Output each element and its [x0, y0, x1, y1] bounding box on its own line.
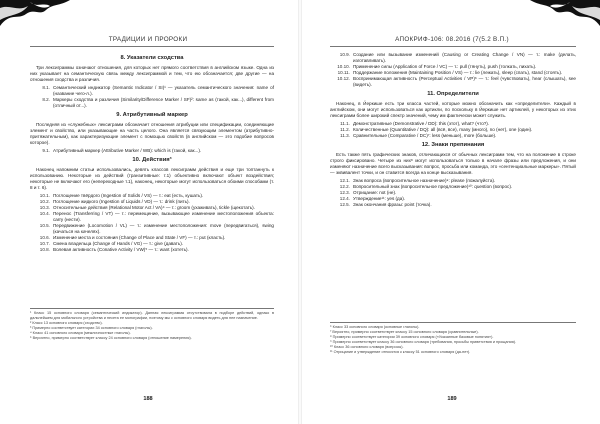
item-text: Знак вопроса (вопросительное назначение)⁹: please (пожалуйста). [353, 178, 496, 183]
item-number: 10.10. [337, 64, 350, 69]
paragraph: Наконец напомним статьи использовались, девять классов лексиграмм действия и еще три топтаннуть к использованию. Некоторые из действий (транзитивные: т.1) объективно включают объект воздействия; некоторые не включают его (непереходные т.1), наконец, некоторые могут использоваться обоими способами (т. 8 и т. 6). [30, 167, 274, 190]
item-text: Поглощение жидкого (Ingestion of Liquids / VD) — т.: drink (пить). [53, 199, 190, 204]
item-number: 10.6. [39, 235, 50, 240]
left-page [0, 0, 296, 424]
page-number-left: 188 [143, 396, 153, 402]
item-text: Поглощение твёрдого (Ingestion of Solids / VS) — т.: eat (есть, кушать). [53, 193, 204, 198]
paragraph: Наконец, в Йеркише есть три класса частей, которые можно обозначить как «определители». Каждый в английском, они могут использоваться как артикли, по поскольку в Йеркише нет артиклей, у некоторых из этих лексиграмм более широкий спектр значений, чему им фактически может служить. [330, 101, 576, 118]
paragraph: Последняя из «служебных» лексиграмм обозначает отношения атрибуции или спецификации, соединяющие элемент и свойство, или указывающие на часть целого. Она является связующим элементом (атрибутивно-притяжательным), как характеризующие элемент с помощью свойств (в английском — это подобие вопросов которое). [30, 122, 274, 145]
right-footnotes [330, 322, 576, 355]
item-number: 12.4. [339, 196, 350, 201]
footnote: ⁵ Вероятно, примерно соответствует классу 24 основного словаря (отношение намерения). [30, 336, 192, 340]
item-number: 10.9. [339, 52, 350, 57]
paragraph: Есть также пять графических знаков, отличающихся от обычных лексиграмм тем, что на положение в строке строго фиксировано. Четыре из них⁸ могут использоваться только в начале фразы или предложения, и они изменяют назначение всего высказывания: вопрос, просьба или команда, это «сентенциальные маркеры». Пятый — эквивалент точки, и он ставится всегда на конце высказывания. [330, 152, 576, 175]
item-number: 11.3. [340, 133, 350, 138]
left-footnotes [30, 308, 274, 341]
item-number: 10.8. [39, 247, 50, 252]
item-number: 10.1. [39, 193, 50, 198]
list-item [330, 76, 576, 88]
running-head-right: АПОКРИФ-106: 08.2016 (7(5.2 В.П.) [395, 36, 509, 43]
item-text: Перенос (Transferring / VT) — т.: перемещение, вызывающее изменение местоположения объекта: carry (нести). [53, 211, 274, 222]
footnote: ⁷ Вероятно, примерно соответствует классу 15 основного словаря (сравнительные). [330, 330, 479, 334]
paragraph: Три лексиграммы означают отношения, для которых нет прямого соответствия в английском языке. Одна из них указывает на семантическую связь между лексиграммой и тем, что ею обозначается; две другие — на отношения сходства и различия. [30, 65, 274, 82]
section-heading: 10. Действия³ [132, 157, 172, 163]
list-item [330, 52, 576, 64]
item-number: 10.3. [39, 205, 50, 210]
book-gutter [298, 0, 302, 424]
item-text: Поддержание положения (Maintaining Position / VS) — т.: lie (лежать), sleep (спать), stand (стоять). [353, 70, 563, 75]
item-text: Знак окончания фразы: point (точка). [353, 202, 432, 207]
item-text: Демонстративные (Demonstrative / DD): this (этот), what? (что?). [353, 121, 490, 126]
page-number-right: 189 [447, 396, 457, 402]
item-number: 12.2. [339, 184, 350, 189]
item-text: Относительные действия (Relational Motor Act / VA)⁴ — т.: groom (ухаживать), tickle (щекотать). [53, 205, 255, 210]
item-number: 9.1. [42, 148, 50, 153]
section-heading: 8. Указатели сходства [120, 55, 184, 61]
footnote: ² Класс 13 основного словаря (сходство). [30, 321, 103, 325]
header-rule [30, 46, 274, 47]
right-page [304, 0, 600, 424]
item-text: Создание или вызывание изменений (Causing or Creating Change / VN) — т.: make (делать, изготавливать). [353, 52, 576, 63]
item-number: 11.1. [340, 121, 350, 126]
footnote: ³ Примерно соответствует категории 34 основного словаря (глаголы). [30, 326, 153, 330]
item-text: Маркеры сходства и различия (Similarity/Difference Marker / SF)²: same as (такой, как...), different from (отличный от...). [53, 97, 274, 108]
footnote: ¹⁰ Класс 36 основного словаря (вопросы). [330, 345, 404, 349]
right-body [330, 52, 576, 208]
item-number: 12.5. [339, 202, 350, 207]
item-text: Изменение места и состояния (Change of Place and State / VF) — т.: put (класть). [53, 235, 226, 240]
item-number: 8.2. [42, 97, 50, 102]
left-body [30, 52, 274, 253]
section-heading: 12. Знаки препинания [421, 142, 485, 148]
list-item [330, 133, 576, 139]
footnote: ⁸ Примерно соответствует категории 39 основного словаря («Указанные базовые понятия»). [330, 335, 494, 339]
item-number: 10.5. [39, 223, 50, 228]
item-number: 11.2. [340, 127, 350, 132]
item-text: Количественные (Quantitative / DQ): all (всё, все), many (много), no (нет), one (один). [353, 127, 533, 132]
item-text: Сравнительные (Comparative / DC)⁷: less (меньше), more (больше). [353, 133, 497, 138]
item-text: Воспринимающая активность (Perceptual Activities / VP)⁶ — т.: feel (чувствовать), hear (слышать), see (видеть). [353, 76, 576, 87]
list-item [30, 211, 274, 223]
footnote: ⁹ Примерно соответствует классу 36 основного словаря (требования, просьбы приветствия и прощания). [330, 340, 517, 344]
item-text: Атрибутивный маркер (Attributive Marker / WB): which is (такой, как...). [53, 148, 202, 153]
list-item [30, 97, 274, 109]
item-number: 12.3. [339, 190, 350, 195]
item-text: Волевая активность (Conative Activity / VW)⁵ — т.: want (хотеть). [53, 247, 189, 252]
item-number: 10.2. [39, 199, 50, 204]
list-item [30, 247, 274, 253]
item-text: Смена владельца (Change of Hands / VG) — т.: give (давать). [53, 241, 184, 246]
section-heading: 11. Определители [427, 91, 479, 97]
item-text: Вопросительный знак (вопросительное предложение)¹⁰: question (вопрос). [353, 184, 513, 189]
item-text: Передвижение (Locomotion / VL) — т.: изменение местоположения: move (передвигаться), swing (качаться на качелях). [53, 223, 274, 234]
item-number: 10.7. [39, 241, 50, 246]
item-number: 8.1. [42, 85, 50, 90]
item-text: Отрицание: not (не). [353, 190, 397, 195]
list-item [30, 223, 274, 235]
running-head-left: ТРАДИЦИИ И ПРОРОКИ [108, 36, 188, 43]
footnote: ⁶ Класс 33 основного словаря (основные глаголы). [330, 325, 420, 329]
footnote: ¹¹ Отрицание и утверждение относятся к классу 51 основного словаря (да-нет). [330, 350, 471, 354]
list-item [30, 148, 274, 154]
item-number: 10.12. [337, 76, 350, 81]
footnote: ¹ Класс 15 основного словаря (семантический индикатор). Данная лексиграмма отсутствовала в подборе действий, однако в дальнейшем для мобильного устройства и несета ее монографии, поэтому мы с основного словаря видеть для нее назначение. [30, 311, 274, 320]
item-number: 10.4. [39, 211, 50, 216]
item-text: Семантический индикатор (Semantic Indicator / SI)¹ — указатель семантического значения: name of (название чего-л.). [53, 85, 274, 96]
item-text: Применение силы (Application of Force / VC) — т.: pull (тянуть), push (толкать, пихать). [353, 64, 537, 69]
item-number: 12.1. [339, 178, 350, 183]
item-text: Утверждение¹¹: yes (да). [353, 196, 406, 201]
item-number: 10.11. [337, 70, 350, 75]
section-heading: 9. Атрибутивный маркер [116, 112, 188, 118]
footnote: ⁴ Класс 41 основного словаря (межличностные глаголы). [30, 331, 131, 335]
list-item [30, 85, 274, 97]
header-rule [330, 46, 576, 47]
list-item [330, 202, 576, 208]
